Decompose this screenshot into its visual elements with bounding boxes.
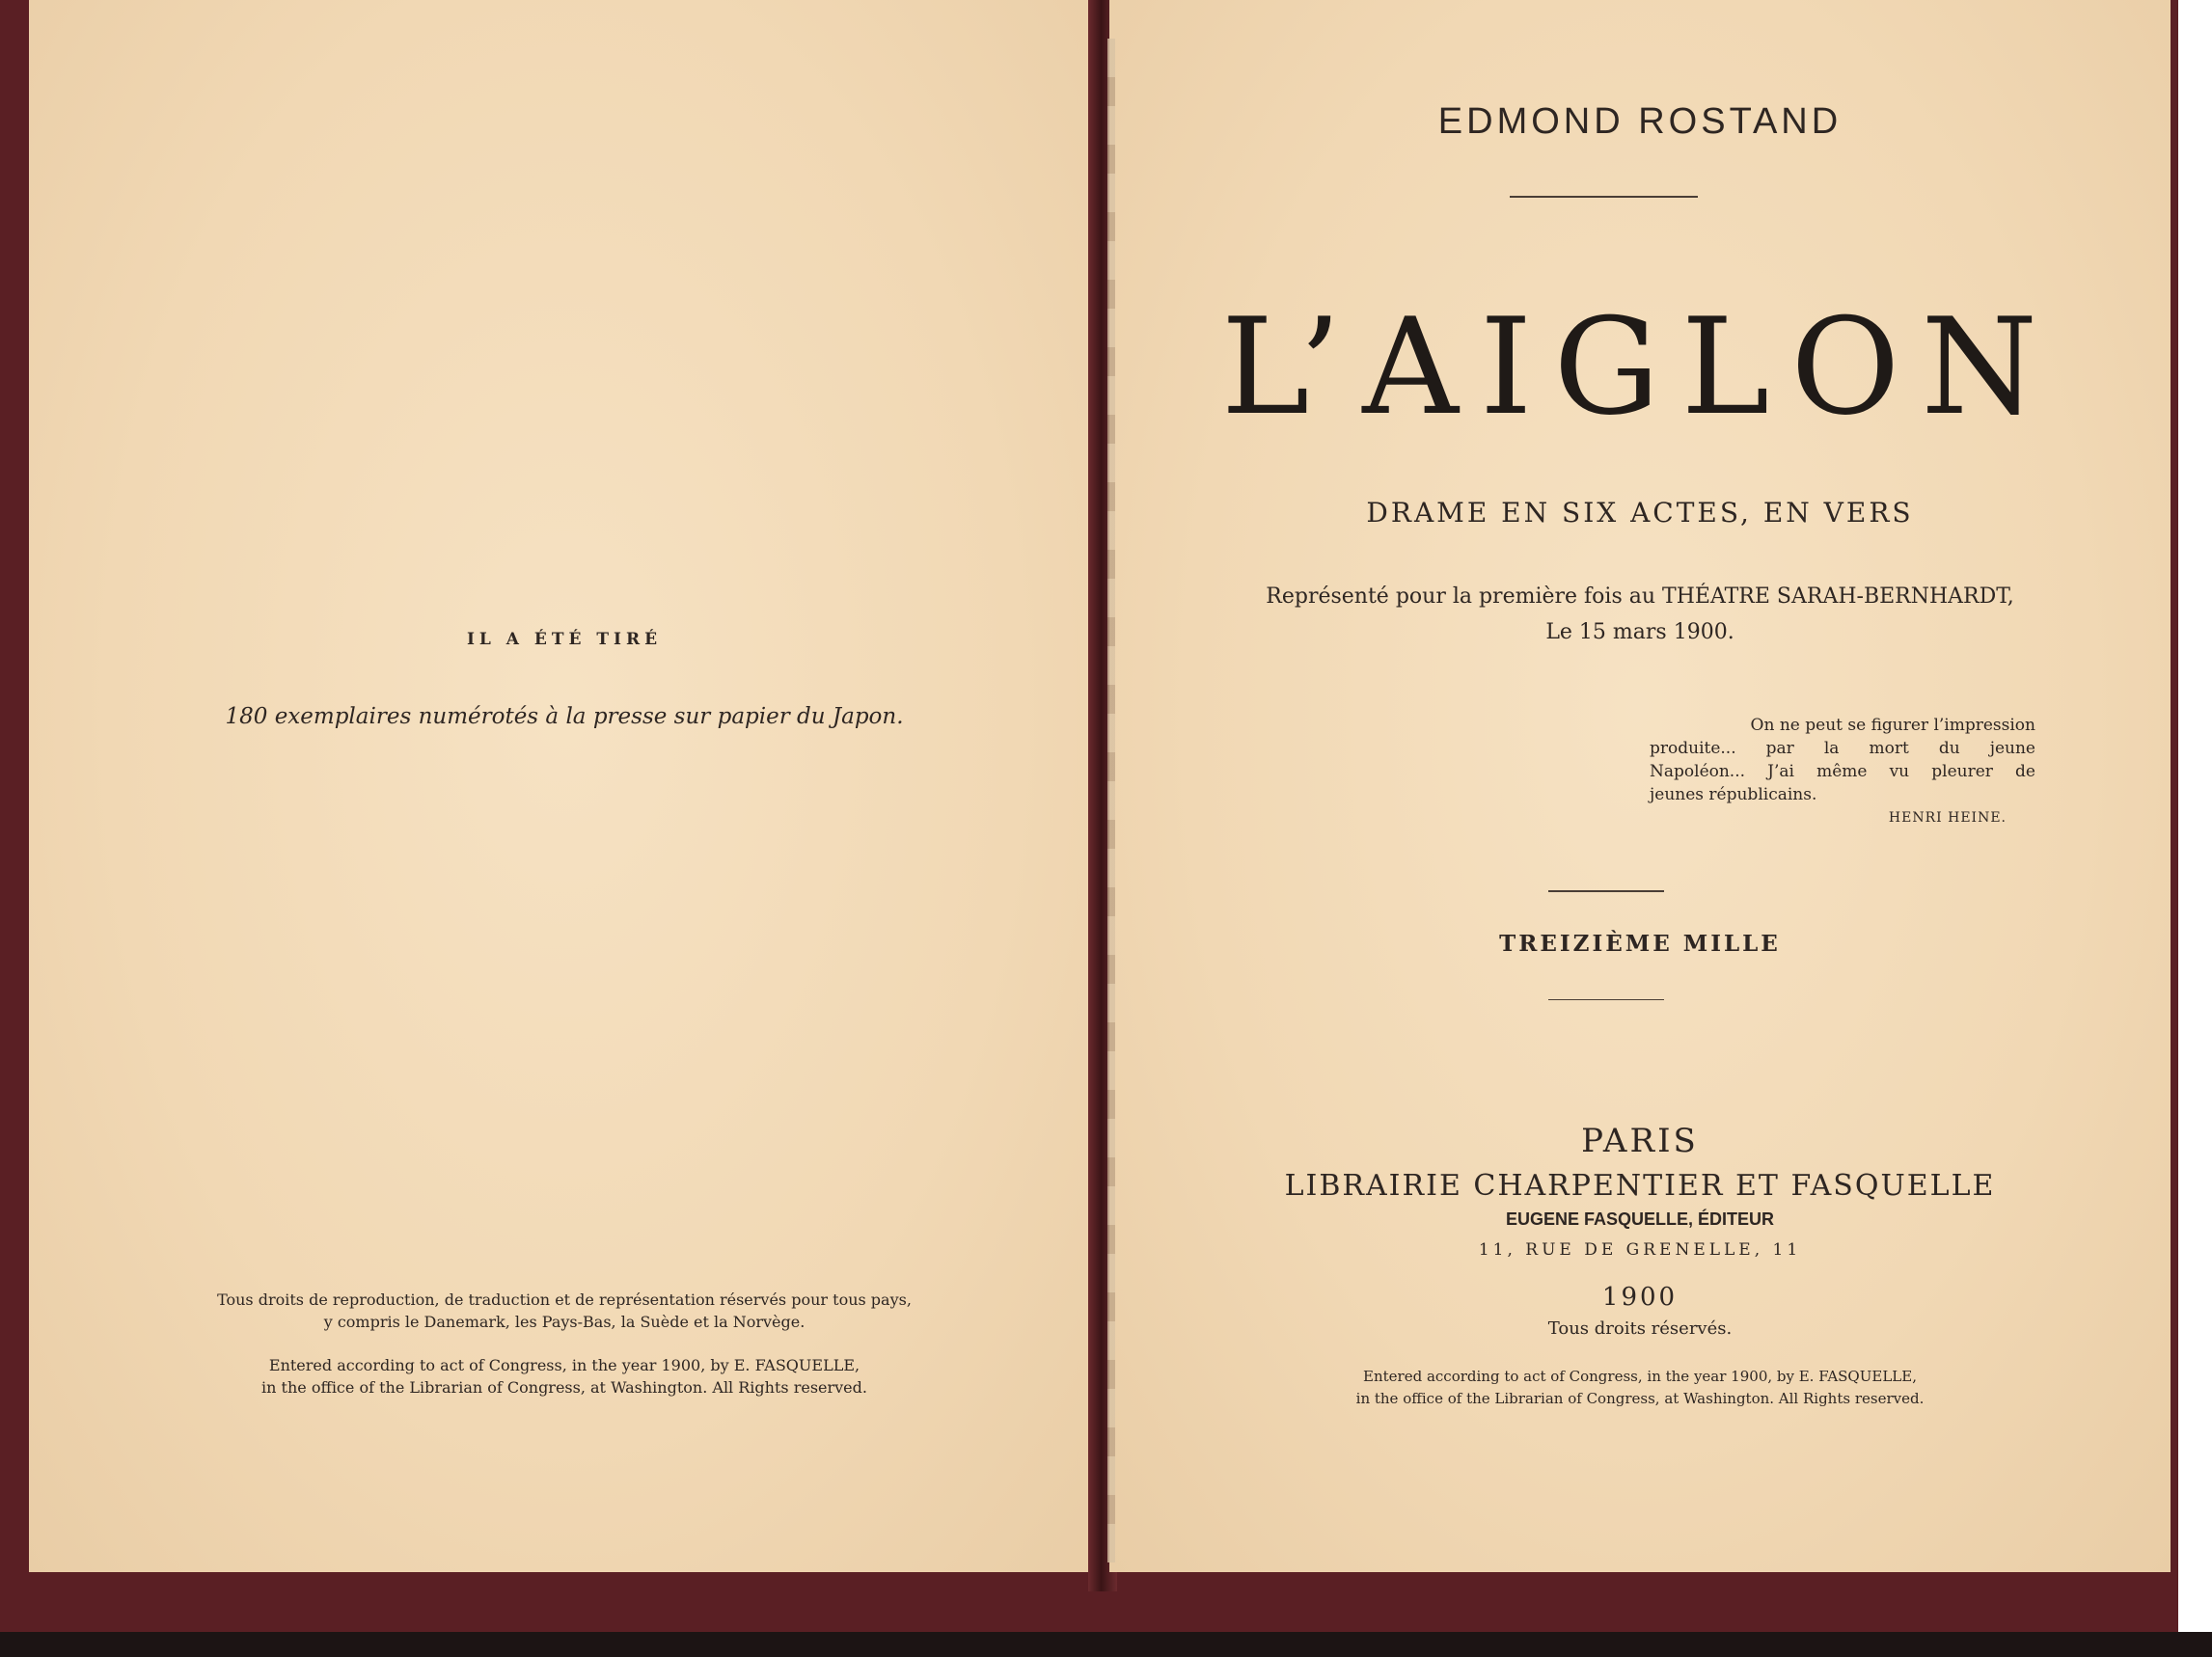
publisher-editor: EUGENE FASQUELLE, ÉDITEUR [1505, 1209, 1775, 1229]
left-page [29, 0, 1100, 1572]
rights-line-1: Tous droits de reproduction, de traduction et de représentation réservés pour tous pays, [217, 1290, 912, 1309]
publisher-city: PARIS [1581, 1122, 1699, 1160]
epigraph-line-2: produite... par la mort du jeune [1650, 739, 2035, 758]
copyright-line-2: in the office of the Librarian of Congress, at Washington. All Rights reserved. [261, 1378, 867, 1397]
premiere-line-2: Le 15 mars 1900. [1545, 620, 1734, 644]
premiere-line-1: Représenté pour la première fois au THÉATRE SARAH-BERNHARDT, [1266, 584, 2014, 609]
edition-line: 180 exemplaires numérotés à la presse sur papier du Japon. [225, 704, 904, 729]
edition-rule-bottom [1548, 999, 1664, 1000]
edition-note: TREIZIÈME MILLE [1499, 931, 1781, 957]
epigraph [1650, 714, 2035, 829]
epigraph-line-3: Napoléon... J’ai même vu pleurer de [1650, 762, 2035, 781]
book-title: L’AIGLON [1220, 289, 2060, 445]
copyright-line-1: Entered according to act of Congress, in the year 1900, by E. FASQUELLE, [268, 1356, 860, 1374]
rights-reserved: Tous droits réservés. [1547, 1318, 1733, 1339]
author-name: EDMOND ROSTAND [1437, 101, 1843, 142]
publisher-name: LIBRAIRIE CHARPENTIER ET FASQUELLE [1284, 1169, 1996, 1203]
right-page [1109, 0, 2171, 1572]
edition-rule-top [1548, 890, 1664, 892]
copyright-line-2-right: in the office of the Librarian of Congress, at Washington. All Rights reserved. [1355, 1390, 1925, 1407]
copyright-line-1-right: Entered according to act of Congress, in the year 1900, by E. FASQUELLE, [1363, 1368, 1917, 1385]
rights-line-2: y compris le Danemark, les Pays-Bas, la Suède et la Norvège. [323, 1313, 806, 1331]
epigraph-attribution: HENRI HEINE. [1888, 810, 2007, 826]
publisher-address: 11, RUE DE GRENELLE, 11 [1478, 1240, 1802, 1260]
epigraph-line-4: jeunes républicains. [1650, 785, 1817, 804]
epigraph-line-1: On ne peut se figurer l’impression [1750, 716, 2035, 735]
edition-heading: IL A ÉTÉ TIRÉ [466, 630, 663, 649]
scan-bottom-edge [0, 1632, 2212, 1657]
page-stitching [1107, 39, 1115, 1562]
publication-year: 1900 [1601, 1283, 1679, 1312]
book-subtitle: DRAME EN SIX ACTES, EN VERS [1366, 497, 1914, 529]
author-rule [1510, 196, 1698, 198]
